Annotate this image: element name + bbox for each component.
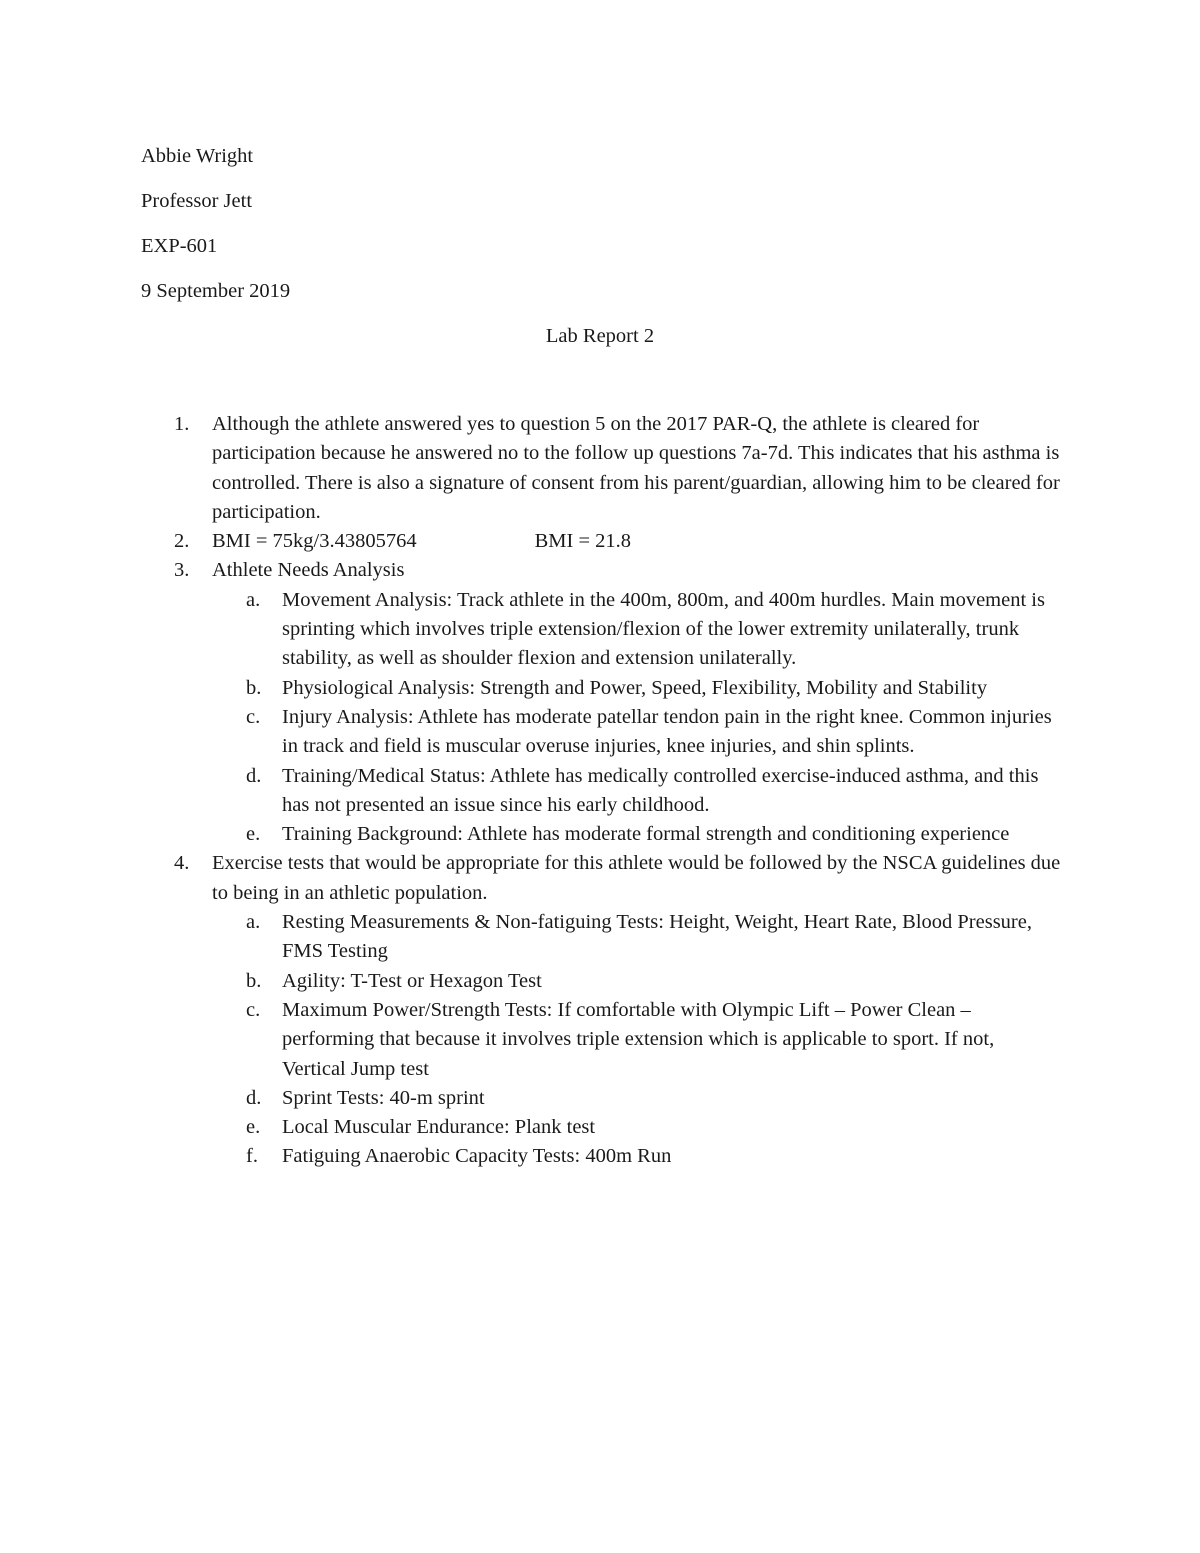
sub-item-text: Physiological Analysis: Strength and Power, Speed, Flexibility, Mobility and Stability	[282, 676, 988, 699]
list-item-4	[0, 849, 1062, 908]
list-item-text: Although the athlete answered yes to question 5 on the 2017 PAR-Q, the athlete is cleared for participation because he answered no to the follow up questions 7a-7d. This indicates that his asthma is controlled. There is also a signature of consent from his parent/guardian, allowing him to be cleared for participation.	[212, 413, 1060, 523]
list-item-2	[0, 527, 1062, 556]
sub-item	[0, 762, 1062, 821]
sub-letter: e.	[246, 823, 261, 846]
course-code: EXP-601	[141, 235, 218, 257]
sub-item-text: Resting Measurements & Non-fatiguing Tests: Height, Weight, Heart Rate, Blood Pressure, FMS Testing	[282, 911, 1032, 963]
list-item-1	[0, 410, 1062, 527]
sub-letter: d.	[246, 1086, 262, 1109]
author-name: Abbie Wright	[141, 145, 254, 167]
sub-letter: c.	[246, 998, 261, 1021]
sub-item	[0, 1113, 1062, 1142]
sub-letter: c.	[246, 705, 261, 728]
sub-item	[0, 908, 1062, 967]
sub-item-text: Local Muscular Endurance: Plank test	[282, 1116, 596, 1139]
sub-letter: b.	[246, 676, 262, 699]
list-item-text: Athlete Needs Analysis	[212, 559, 405, 582]
sub-item	[0, 996, 1062, 1084]
sub-item-text: Sprint Tests: 40-m sprint	[282, 1086, 485, 1109]
answer-list	[0, 410, 1200, 1172]
bmi-formula: BMI = 75kg/3.43805764	[212, 530, 417, 553]
list-item-text: Exercise tests that would be appropriate for this athlete would be followed by the NSCA guidelines due to being in an athletic population.	[212, 852, 1061, 904]
sub-letter: b.	[246, 969, 262, 992]
report-date: 9 September 2019	[141, 280, 291, 302]
sub-item	[0, 703, 1062, 762]
list-number: 2.	[174, 530, 190, 553]
bmi-result: BMI = 21.8	[534, 530, 632, 553]
list-item-3	[0, 556, 1062, 585]
sub-letter: a.	[246, 911, 261, 934]
sub-item-text: Training/Medical Status: Athlete has medically controlled exercise-induced asthma, and this has not presented an issue since his early childhood.	[282, 764, 1039, 816]
sub-item-text: Fatiguing Anaerobic Capacity Tests: 400m Run	[282, 1145, 672, 1168]
report-title: Lab Report 2	[545, 325, 655, 347]
sub-item	[0, 1142, 1062, 1171]
sub-item	[0, 1084, 1062, 1113]
list-number: 1.	[174, 413, 190, 435]
sub-item	[0, 820, 1062, 849]
sub-item-text: Movement Analysis: Track athlete in the 400m, 800m, and 400m hurdles. Main movement is sprinting which involves triple extension/flexion of the lower extremity unilaterally, trunk stability, as well as shoulder flexion and extension unilaterally.	[282, 588, 1045, 670]
sub-item-text: Agility: T-Test or Hexagon Test	[282, 969, 542, 992]
sub-item-text: Training Background: Athlete has moderate formal strength and conditioning experience	[282, 823, 1010, 846]
sub-letter: e.	[246, 1116, 261, 1139]
professor-name: Professor Jett	[141, 190, 253, 212]
sub-letter: f.	[246, 1145, 258, 1168]
sub-item	[0, 967, 1062, 996]
sub-letter: d.	[246, 764, 262, 787]
sub-item-text: Injury Analysis: Athlete has moderate patellar tendon pain in the right knee. Common injuries in track and field is muscular overuse injuries, knee injuries, and shin splints.	[282, 705, 1052, 758]
sub-item	[0, 586, 1062, 674]
sub-letter: a.	[246, 588, 261, 611]
sub-item-text: Maximum Power/Strength Tests: If comfortable with Olympic Lift – Power Clean – performing that because it involves triple extension which is applicable to sport. If not, Vertical Jump test	[282, 998, 995, 1080]
sub-item	[0, 674, 1062, 703]
list-number: 4.	[174, 852, 190, 875]
list-number: 3.	[174, 559, 190, 582]
